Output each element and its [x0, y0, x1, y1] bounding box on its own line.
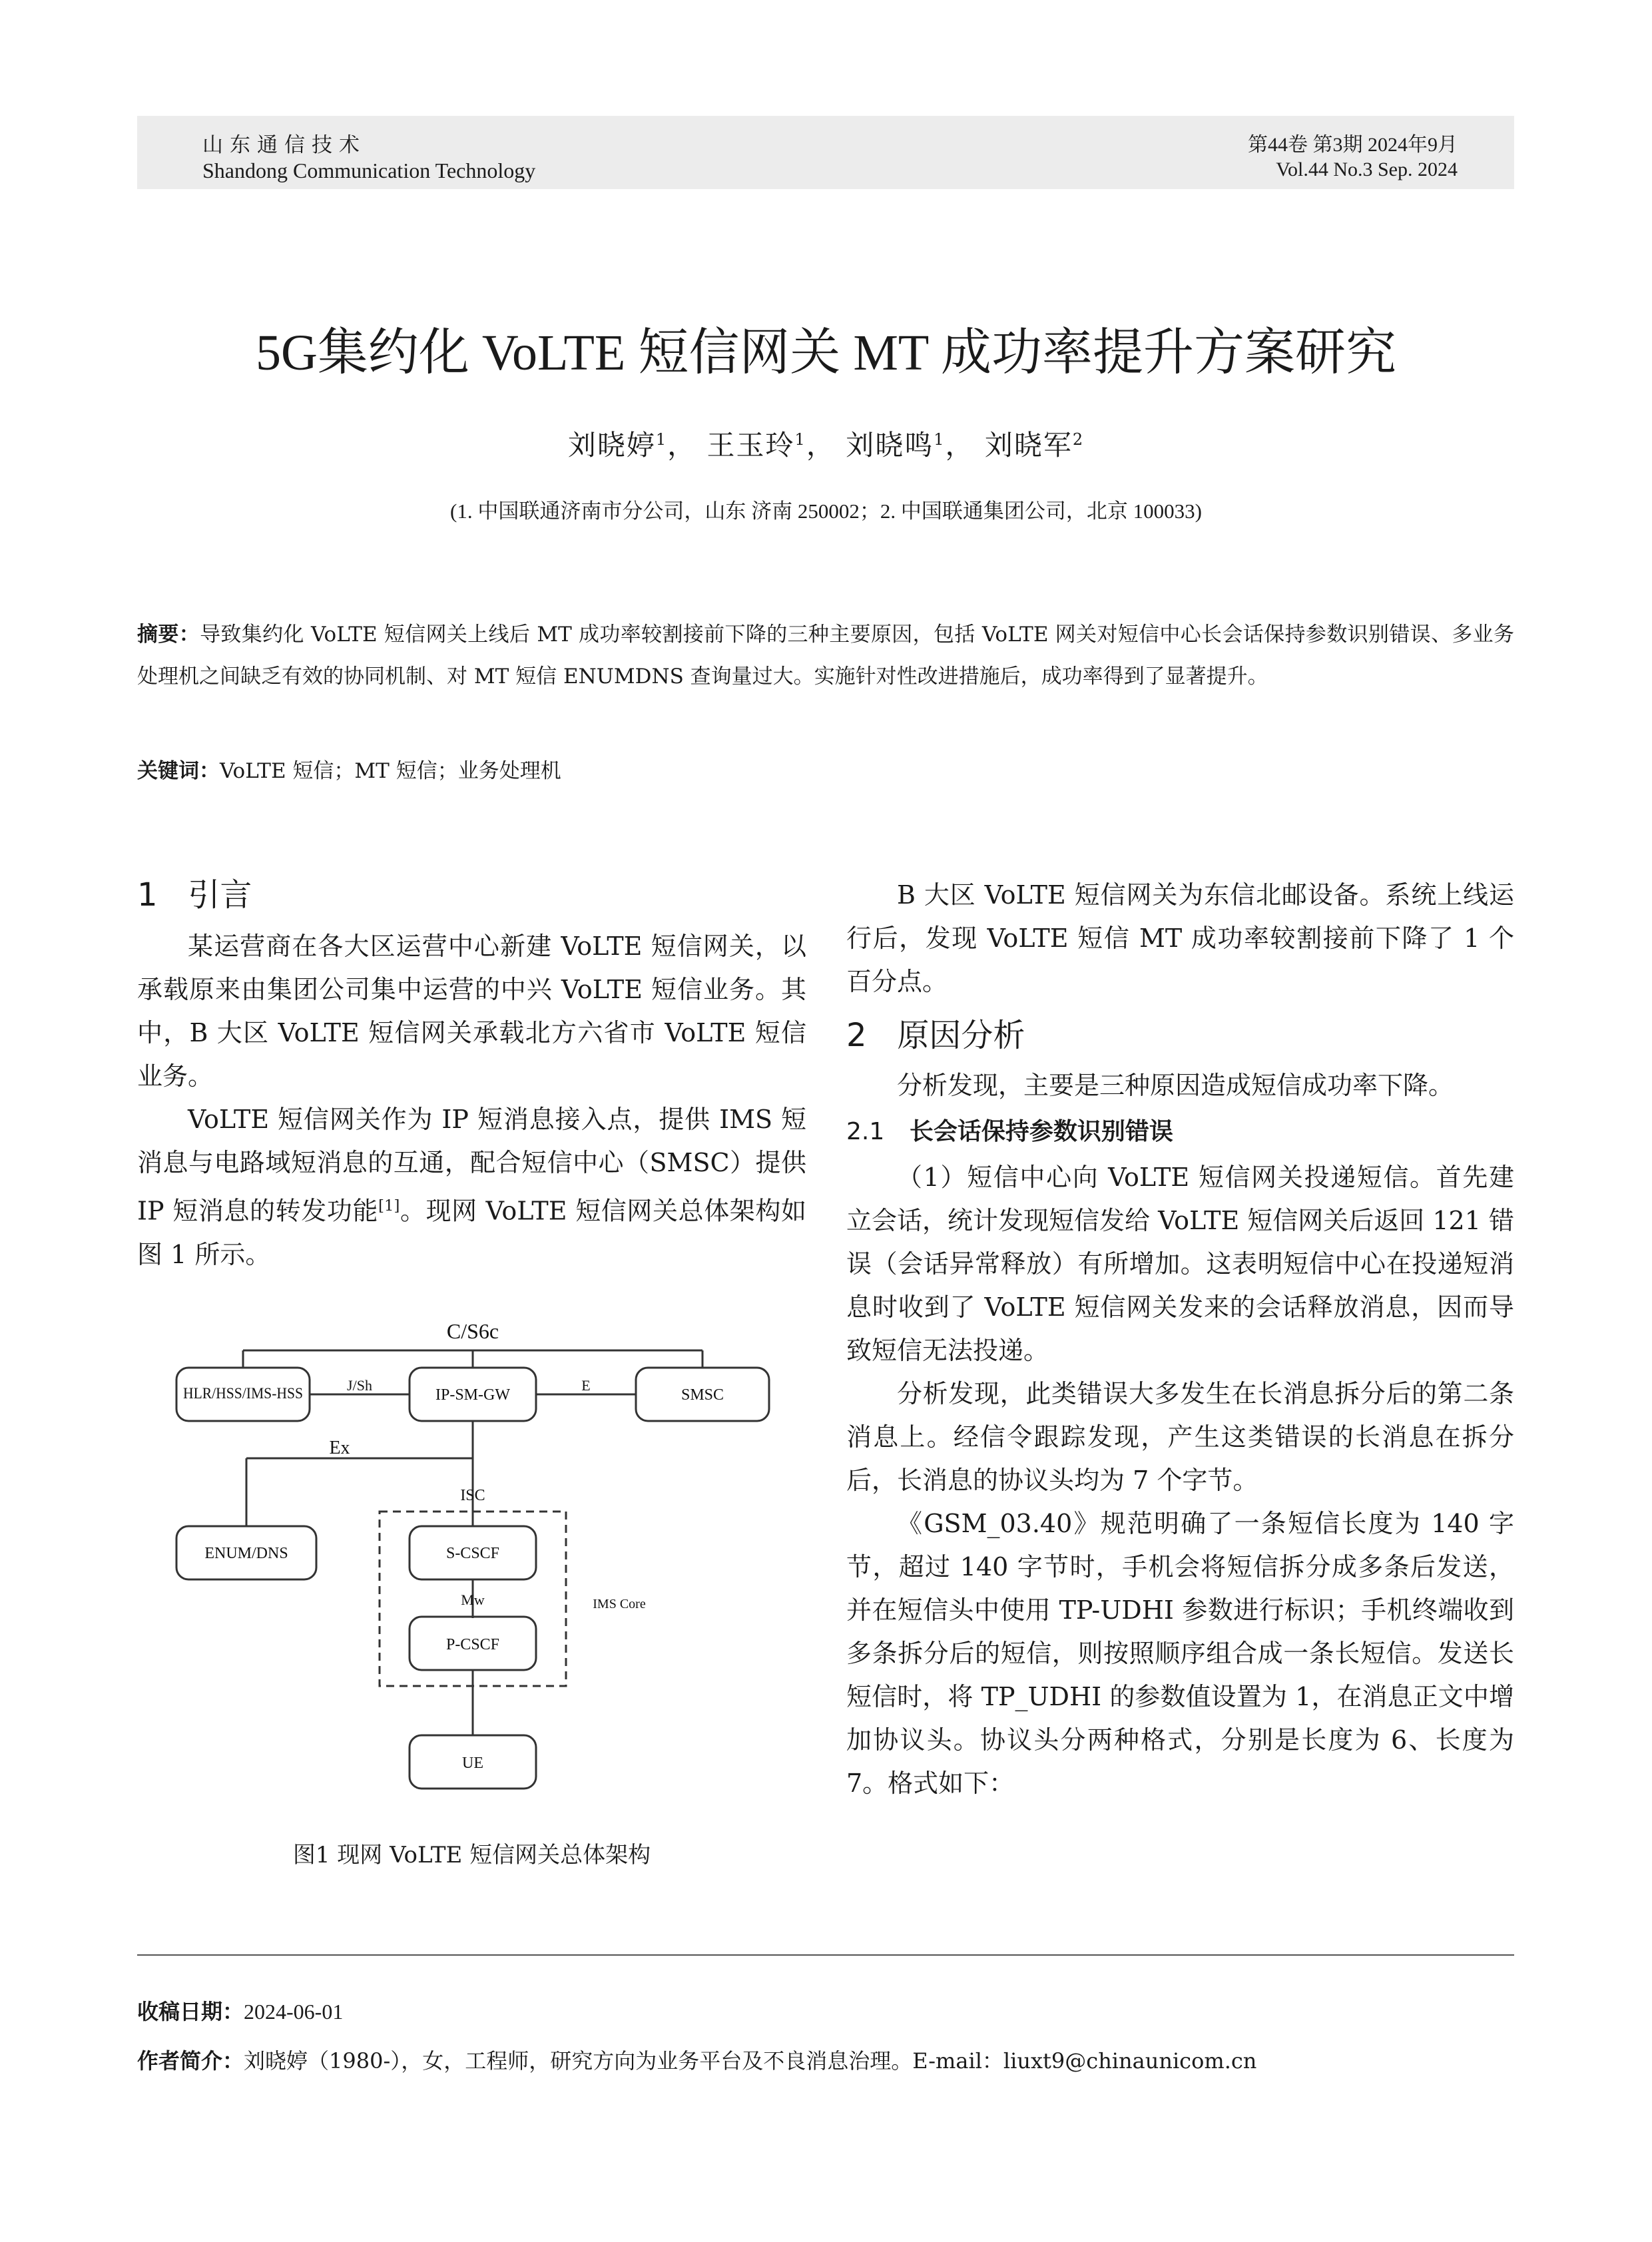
- paragraph-text: 。现网 VoLTE 短信网关总体架构如图 1 所示。: [137, 1196, 806, 1269]
- ex-label: Ex: [329, 1438, 350, 1458]
- author-affil-sup: 1: [934, 430, 946, 449]
- received-value: 2024-06-01: [244, 2000, 344, 2024]
- subsection-2-1-heading: [846, 1110, 1514, 1153]
- paragraph: B 大区 VoLTE 短信网关为东信北邮设备。系统上线运行后，发现 VoLTE 短信 MT 成功率较割接前下降了 1 个百分点。: [846, 880, 1514, 996]
- p-cscf-label: P-CSCF: [445, 1636, 500, 1653]
- isc-label: ISC: [460, 1487, 485, 1504]
- paragraph: [137, 1098, 806, 1276]
- author-name: 王玉玲: [706, 429, 795, 461]
- j-sh-label: J/Sh: [347, 1377, 372, 1394]
- paragraph: 分析发现，主要是三种原因造成短信成功率下降。: [897, 1071, 1454, 1100]
- paragraph: 分析发现，此类错误大多发生在长消息拆分后的第二条消息上。经信令跟踪发现，产生这类错误的长消息在拆分后，长消息的协议头均为 7 个字节。: [846, 1379, 1514, 1495]
- issue-info-en: Vol.44 No.3 Sep. 2024: [1276, 158, 1458, 180]
- section-2-heading: [846, 1014, 1514, 1057]
- paragraph: （1）短信中心向 VoLTE 短信网关投递短信。首先建立会话，统计发现短信发给 VoLTE 短信网关后返回 121 错误（会话异常释放）有所增加。这表明短信中心在投递短消息时收到了 VoLTE 短信网关发来的会话释放消息，因而导致短信无法投递。: [846, 1163, 1514, 1365]
- author-separator: ，: [667, 429, 697, 461]
- ue-label: UE: [462, 1755, 483, 1772]
- received-label: 收稿日期：: [137, 1999, 244, 2024]
- paragraph: 某运营商在各大区运营中心新建 VoLTE 短信网关，以承载原来由集团公司集中运营的中兴 VoLTE 短信业务。其中，B 大区 VoLTE 短信网关承载北方六省市 VoLTE 短信业务。: [137, 932, 806, 1091]
- subsection-title: 长会话保持参数识别错误: [909, 1118, 1173, 1145]
- journal-name-en: Shandong Communication Technology: [202, 158, 536, 182]
- ims-core-label: IMS Core: [593, 1597, 646, 1611]
- author-list: [0, 423, 1652, 463]
- issue-info-cn: 第44卷 第3期 2024年9月: [1248, 134, 1458, 156]
- author-affil-sup: 1: [794, 430, 806, 449]
- s-cscf-label: S-CSCF: [445, 1545, 500, 1562]
- abstract-label: 摘要：: [137, 623, 200, 647]
- keywords: [137, 754, 561, 784]
- e-label: E: [581, 1377, 591, 1394]
- keywords-label: 关键词：: [137, 759, 220, 783]
- subsection-number: 2.1: [846, 1118, 885, 1145]
- author-name: 刘晓婷: [567, 429, 656, 461]
- author-bio-text: 刘晓婷（1980-），女，工程师，研究方向为业务平台及不良消息治理。E-mail：liuxt9@chinaunicom.cn: [244, 2048, 1257, 2074]
- c-s6c-label: C/S6c: [446, 1319, 499, 1343]
- right-column: [846, 874, 1514, 1805]
- left-column: [137, 874, 806, 1276]
- author-bio: [137, 2044, 1256, 2075]
- paper-title: 5G集约化 VoLTE 短信网关 MT 成功率提升方案研究: [256, 325, 1396, 381]
- received-date: [137, 1995, 343, 2026]
- mw-label: Mw: [461, 1591, 485, 1608]
- keywords-text: VoLTE 短信；MT 短信；业务处理机: [220, 759, 561, 783]
- author-bio-label: 作者简介：: [137, 2048, 244, 2074]
- figure-1-architecture-diagram: [153, 1298, 792, 1824]
- journal-name-cn: 山东通信技术: [202, 133, 366, 157]
- author-separator: ，: [806, 429, 836, 461]
- hlr-hss-label: HLR/HSS/IMS-HSS: [183, 1385, 303, 1402]
- enum-dns-label: ENUM/DNS: [204, 1545, 288, 1562]
- section-number: 1: [137, 876, 158, 914]
- paragraph-text: VoLTE 短信网关作为 IP 短消息接入点，提供 IMS 短消息与电路域短消息的互通，配合短信中心（SMSC）提供 IP 短消息的转发功能: [137, 1105, 806, 1226]
- abstract: [137, 614, 1514, 698]
- figure-1-caption: 图1 现网 VoLTE 短信网关总体架构: [292, 1842, 651, 1868]
- section-title: 引言: [188, 876, 252, 914]
- section-number: 2: [846, 1017, 867, 1054]
- section-title: 原因分析: [897, 1017, 1025, 1054]
- paragraph: 《GSM_03.40》规范明确了一条短信长度为 140 字节，超过 140 字节时，手机会将短信拆分成多条后发送，并在短信头中使用 TP-UDHI 参数进行标识；手机终端收到多条拆分后的短信，则按照顺序组合成一条长短信。发送长短信时，将 TP_UDHI 的参数值设置为 1，在消息正文中增加协议头。协议头分两种格式，分别是长度为 6、长度为 7。格式如下：: [846, 1509, 1514, 1798]
- smsc-label: SMSC: [681, 1386, 724, 1404]
- author-affil-sup: 1: [655, 430, 668, 449]
- affiliations: (1. 中国联通济南市分公司，山东 济南 250002；2. 中国联通集团公司，北京 100033): [450, 499, 1202, 523]
- citation-ref: [1]: [378, 1197, 400, 1215]
- author-name: 刘晓鸣: [846, 429, 934, 461]
- author-name: 刘晓军: [984, 429, 1073, 461]
- ip-sm-gw-label: IP-SM-GW: [435, 1386, 510, 1404]
- author-separator: ，: [945, 429, 975, 461]
- footer-rule: [137, 1954, 1514, 1956]
- author-affil-sup: 2: [1072, 430, 1085, 449]
- section-1-heading: [137, 874, 806, 917]
- abstract-text: 导致集约化 VoLTE 短信网关上线后 MT 成功率较割接前下降的三种主要原因，包括 VoLTE 网关对短信中心长会话保持参数识别错误、多业务处理机之间缺乏有效的协同机制、对 MT 短信 ENUMDNS 查询量过大。实施针对性改进措施后，成功率得到了显著提升。: [137, 623, 1515, 689]
